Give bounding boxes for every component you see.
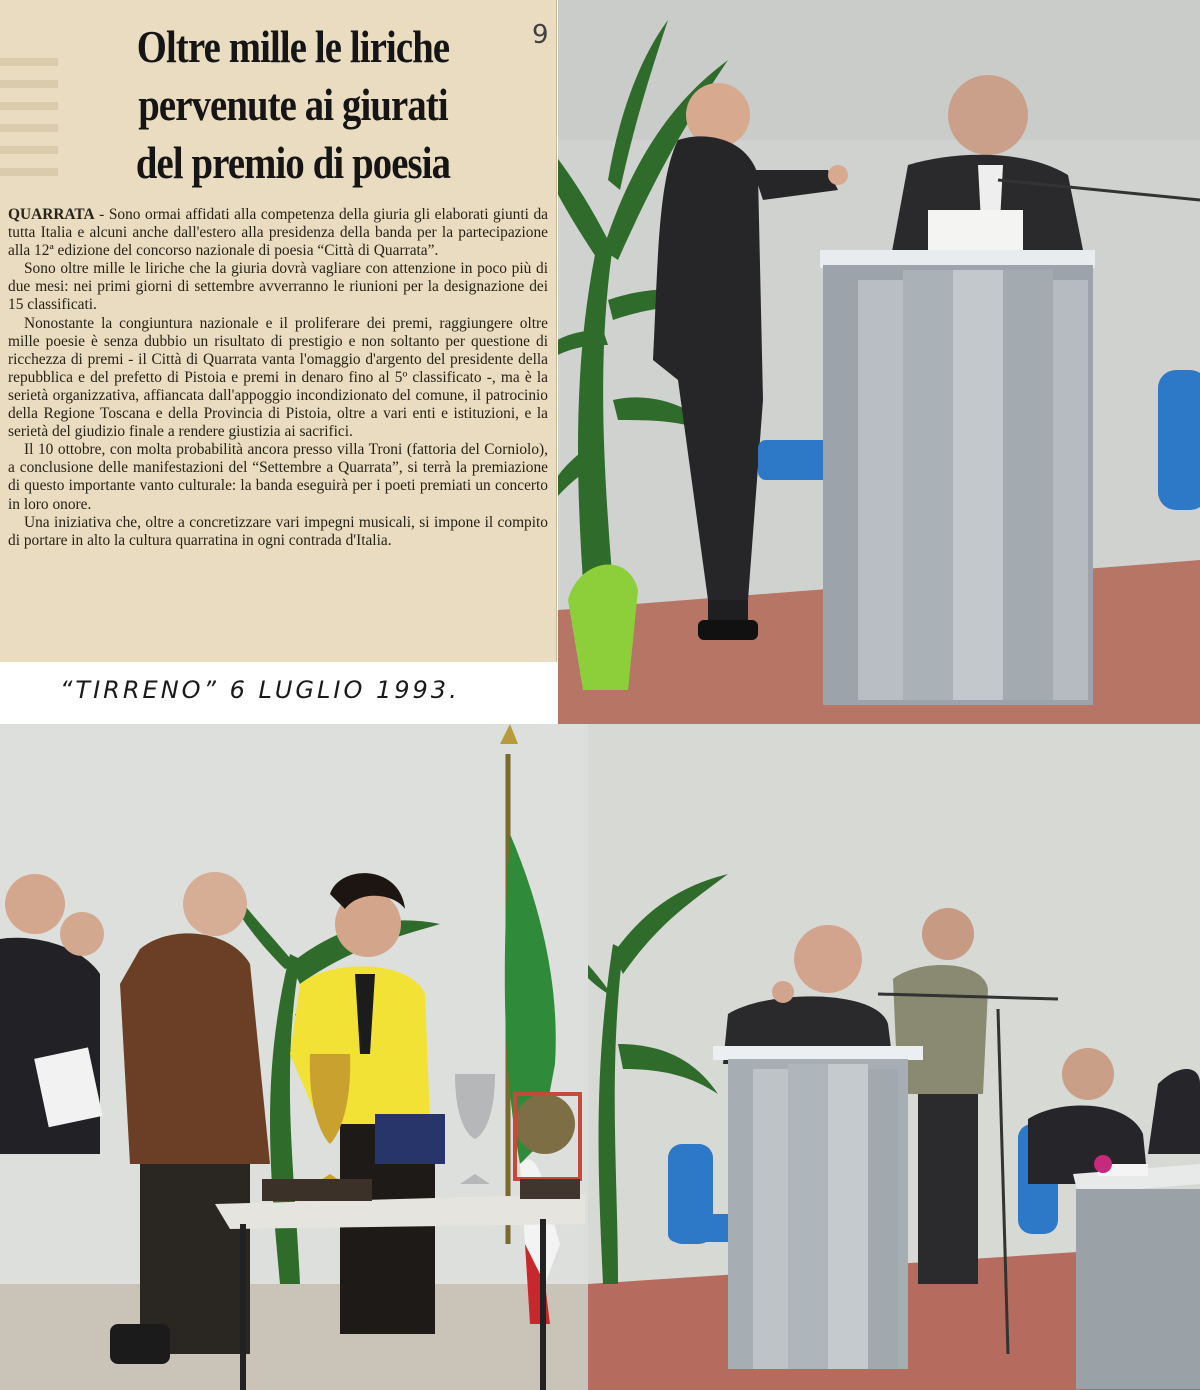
article-body	[8, 206, 548, 550]
handwritten-source-caption: “TIRRENO” 6 LUGLIO 1993.	[60, 676, 460, 704]
article-paragraph: Una iniziativa che, oltre a concretizzare vari impegni musicali, si impone il compito di portare in alto la cultura quarratina in ogni contrada d'Italia.	[8, 513, 548, 549]
newspaper-clipping	[0, 0, 558, 722]
headline-line: del premio di poesia	[135, 138, 451, 188]
photo-elderly-speaker-illustration	[588, 724, 1200, 1390]
cropped-column-text	[0, 146, 58, 154]
article-paragraph	[8, 206, 548, 260]
jury-desk	[1073, 1155, 1200, 1389]
photo-podium-speech-illustration	[558, 0, 1200, 724]
headline-line: Oltre mille le liriche	[136, 22, 450, 72]
photo-elderly-speaker	[588, 724, 1200, 1390]
article-paragraph: Nonostante la congiuntura nazionale e il proliferare dei premi, raggiungere oltre mille poesie è senza dubbio un risultato di prestigio e non soltanto per questione di ricchezza di premi - il Città di Quarrata vanta l'omaggio d'argento del presidente della repubblica e del prefetto di Pistoia e premi in denaro fino al 5º classificato -, ma è la serietà organizzativa, affiancata dall'appoggio incondizionato del comune, il patrocinio della Regione Toscana e della Provincia di Pistoia, oltre a vari enti e istituzioni, e la serietà del giudizio finale a rendere giustizia ai sacrifici.	[8, 314, 548, 441]
cropped-column-text	[0, 102, 58, 110]
photo-podium-speech	[558, 0, 1200, 724]
cropped-column-text	[0, 168, 58, 176]
man-with-paper	[0, 874, 104, 1154]
dateline: QUARRATA	[8, 206, 95, 223]
podium	[713, 1046, 923, 1369]
article-paragraph: Sono oltre mille le liriche che la giuria dovrà vagliare con attenzione in poco più di due mesi: nei primi giorni di settembre avverranno le riunioni per la designazione dei 15 classificati.	[8, 260, 548, 314]
photo-award-handshake	[0, 724, 588, 1390]
cropped-column-text	[0, 124, 58, 132]
cropped-column-text	[0, 58, 58, 66]
paragraph-text: - Sono ormai affidati alla competenza della giuria gli elaborati giunti da tutta Italia e alcuni anche dall'estero alla presidenza della banda per la partecipazione alla 12ª edizione del concorso nazionale di poesia “Città di Quarrata”.	[8, 206, 548, 260]
cropped-column-text	[0, 80, 58, 88]
newsprint-background	[0, 0, 557, 662]
photo-award-handshake-illustration	[0, 724, 588, 1390]
podium	[820, 250, 1095, 705]
article-headline	[91, 18, 495, 192]
article-paragraph: Il 10 ottobre, con molta probabilità ancora presso villa Troni (fattoria del Corniolo), a conclusione delle manifestazioni del “Settembre a Quarrata”, si terrà la premiazione di questo importante vanto culturale: la banda eseguirà per i poeti premiati un concerto in loro onore.	[8, 441, 548, 513]
handwritten-page-number: 9	[532, 20, 549, 50]
headline-line: pervenute ai giurati	[138, 80, 448, 130]
